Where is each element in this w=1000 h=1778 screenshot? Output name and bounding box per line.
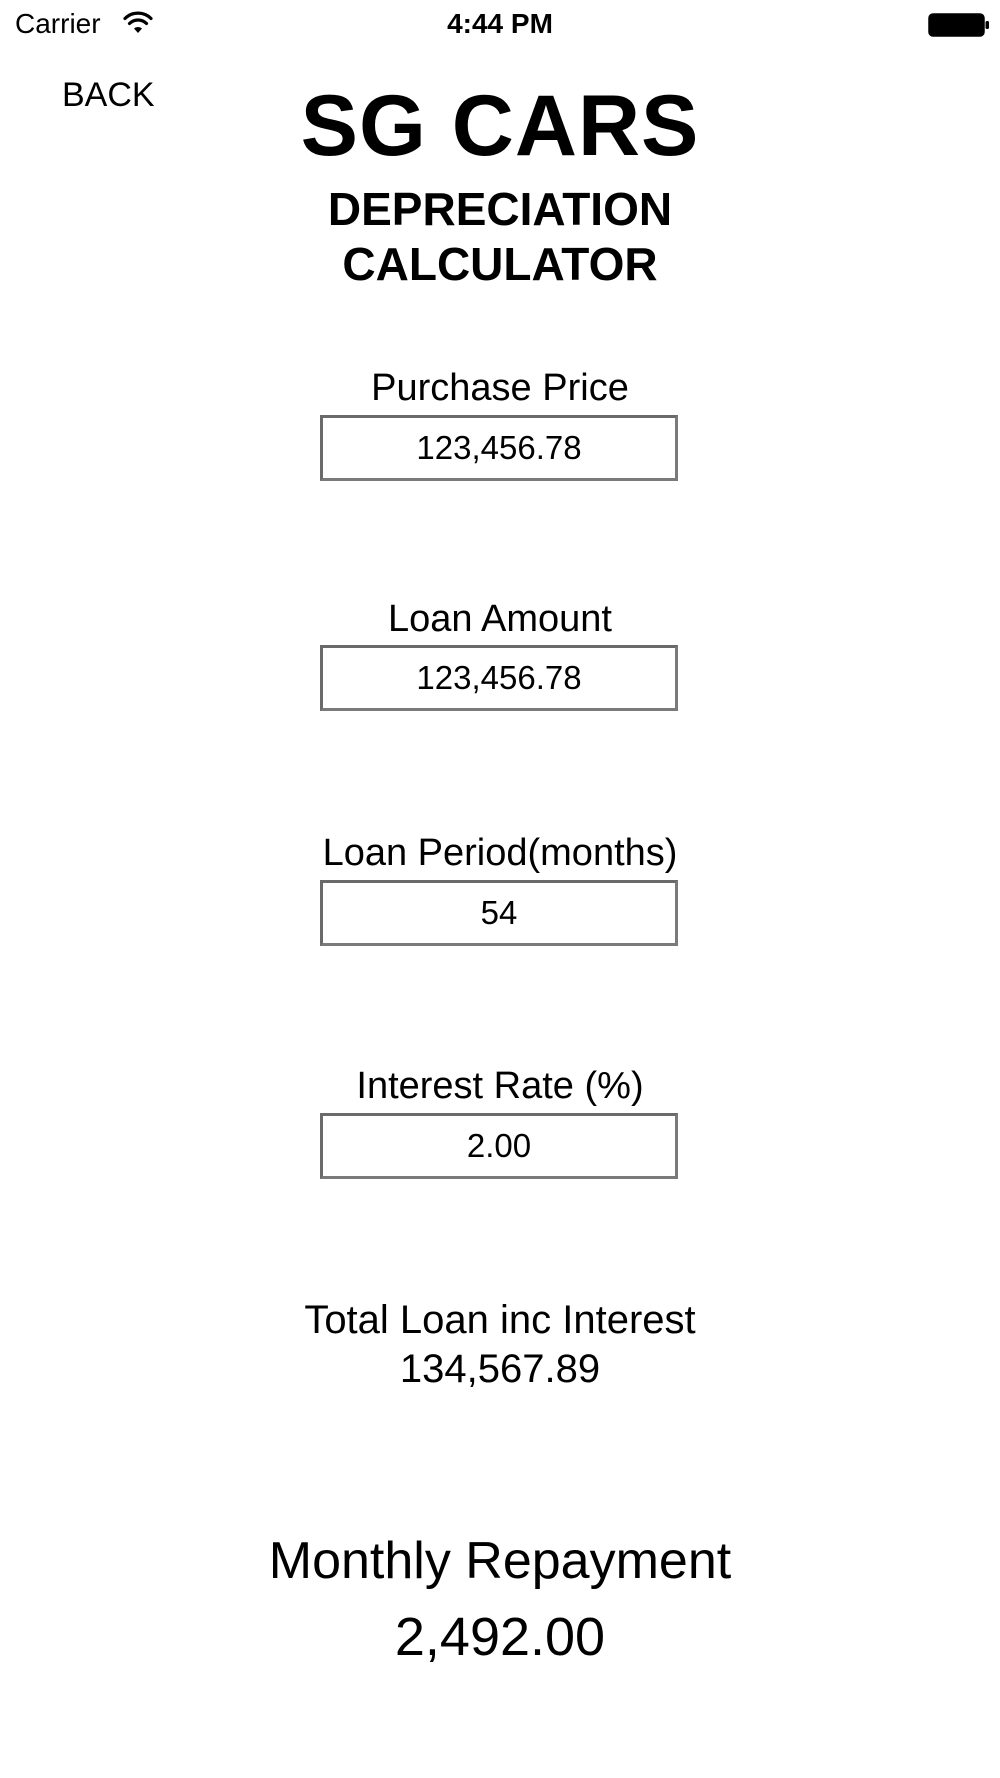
status-time: 4:44 PM	[447, 8, 553, 39]
total-loan-value: 134,567.89	[399, 1347, 601, 1391]
monthly-repayment-label: Monthly Repayment	[268, 1532, 732, 1590]
loan-amount-input[interactable]	[320, 645, 678, 711]
status-bar	[0, 0, 1000, 50]
carrier-label: Carrier	[15, 8, 101, 39]
purchase-price-input[interactable]	[320, 415, 678, 481]
loan-amount-label: Loan Amount	[388, 598, 612, 640]
app-title: SG CARS	[300, 78, 700, 174]
interest-rate-label: Interest Rate (%)	[356, 1065, 644, 1107]
back-button[interactable]: BACK	[62, 76, 155, 114]
monthly-repayment-value: 2,492.00	[394, 1607, 606, 1667]
battery-icon	[928, 13, 990, 37]
loan-period-input[interactable]	[320, 880, 678, 946]
loan-period-label: Loan Period(months)	[322, 832, 678, 874]
page-subtitle-line-1: DEPRECIATION	[327, 183, 673, 235]
total-loan-label: Total Loan inc Interest	[304, 1298, 696, 1342]
page-subtitle-line-2: CALCULATOR	[342, 238, 658, 290]
purchase-price-label: Purchase Price	[371, 367, 629, 409]
interest-rate-input[interactable]	[320, 1113, 678, 1179]
